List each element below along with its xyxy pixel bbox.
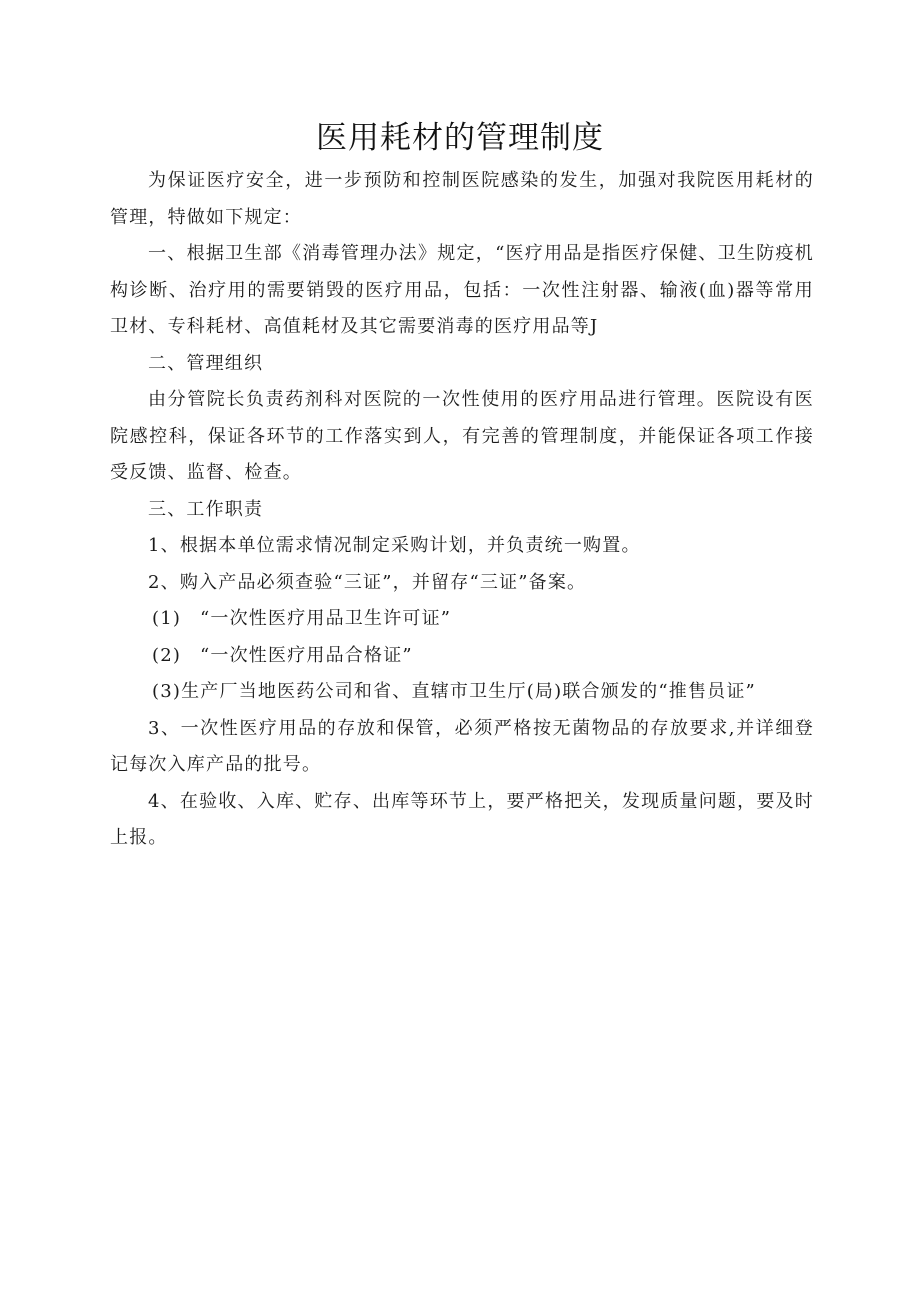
- certificate-item-3: [110, 674, 814, 711]
- certificate-item-1: [110, 601, 814, 638]
- section2-heading: 二、管理组织: [148, 352, 264, 374]
- certificate-item-2: [110, 638, 814, 675]
- certificate-text: “一次性医疗用品卫生许可证”: [200, 608, 452, 629]
- section3-heading: 三、工作职责: [148, 498, 264, 520]
- certificate-number: (2): [152, 644, 182, 666]
- section1-paragraph: 一、根据卫生部《消毒管理办法》规定，“医疗用品是指医疗保健、卫生防疫机构诊断、治疗用的需要销毁的医疗用品，包括：一次性注射器、输液(血)器等常用卫材、专科耗材、高值耗材及其它需要消毒的医疗用品等J: [110, 243, 814, 337]
- certificate-number: (3): [152, 681, 182, 702]
- document-body: [110, 163, 814, 857]
- certificate-text: 生产厂当地医药公司和省、直辖市卫生厅(局)联合颁发的“推售员证”: [181, 681, 756, 702]
- duty-4: 4、在验收、入库、贮存、出库等环节上，要严格把关，发现质量问题，要及时上报。: [110, 790, 814, 848]
- certificate-text: “一次性医疗用品合格证”: [200, 644, 413, 666]
- section2-paragraph: 由分管院长负责药剂科对医院的一次性使用的医疗用品进行管理。医院设有医院感控科，保证各环节的工作落实到人，有完善的管理制度，并能保证各项工作接受反馈、监督、检查。: [110, 389, 814, 483]
- document-title: 医用耗材的管理制度: [316, 120, 604, 156]
- duty-3: 3、一次性医疗用品的存放和保管，必须严格按无菌物品的存放要求,并详细登记每次入库产品的批号。: [110, 717, 814, 775]
- duty-2: 2、购入产品必须查验“三证”，并留存“三证”备案。: [148, 571, 587, 593]
- duty-1: 1、根据本单位需求情况制定采购计划，并负责统一购置。: [148, 535, 641, 556]
- intro-paragraph: 为保证医疗安全，进一步预防和控制医院感染的发生，加强对我院医用耗材的管理，特做如下规定：: [110, 170, 814, 228]
- certificate-number: (1): [152, 608, 182, 629]
